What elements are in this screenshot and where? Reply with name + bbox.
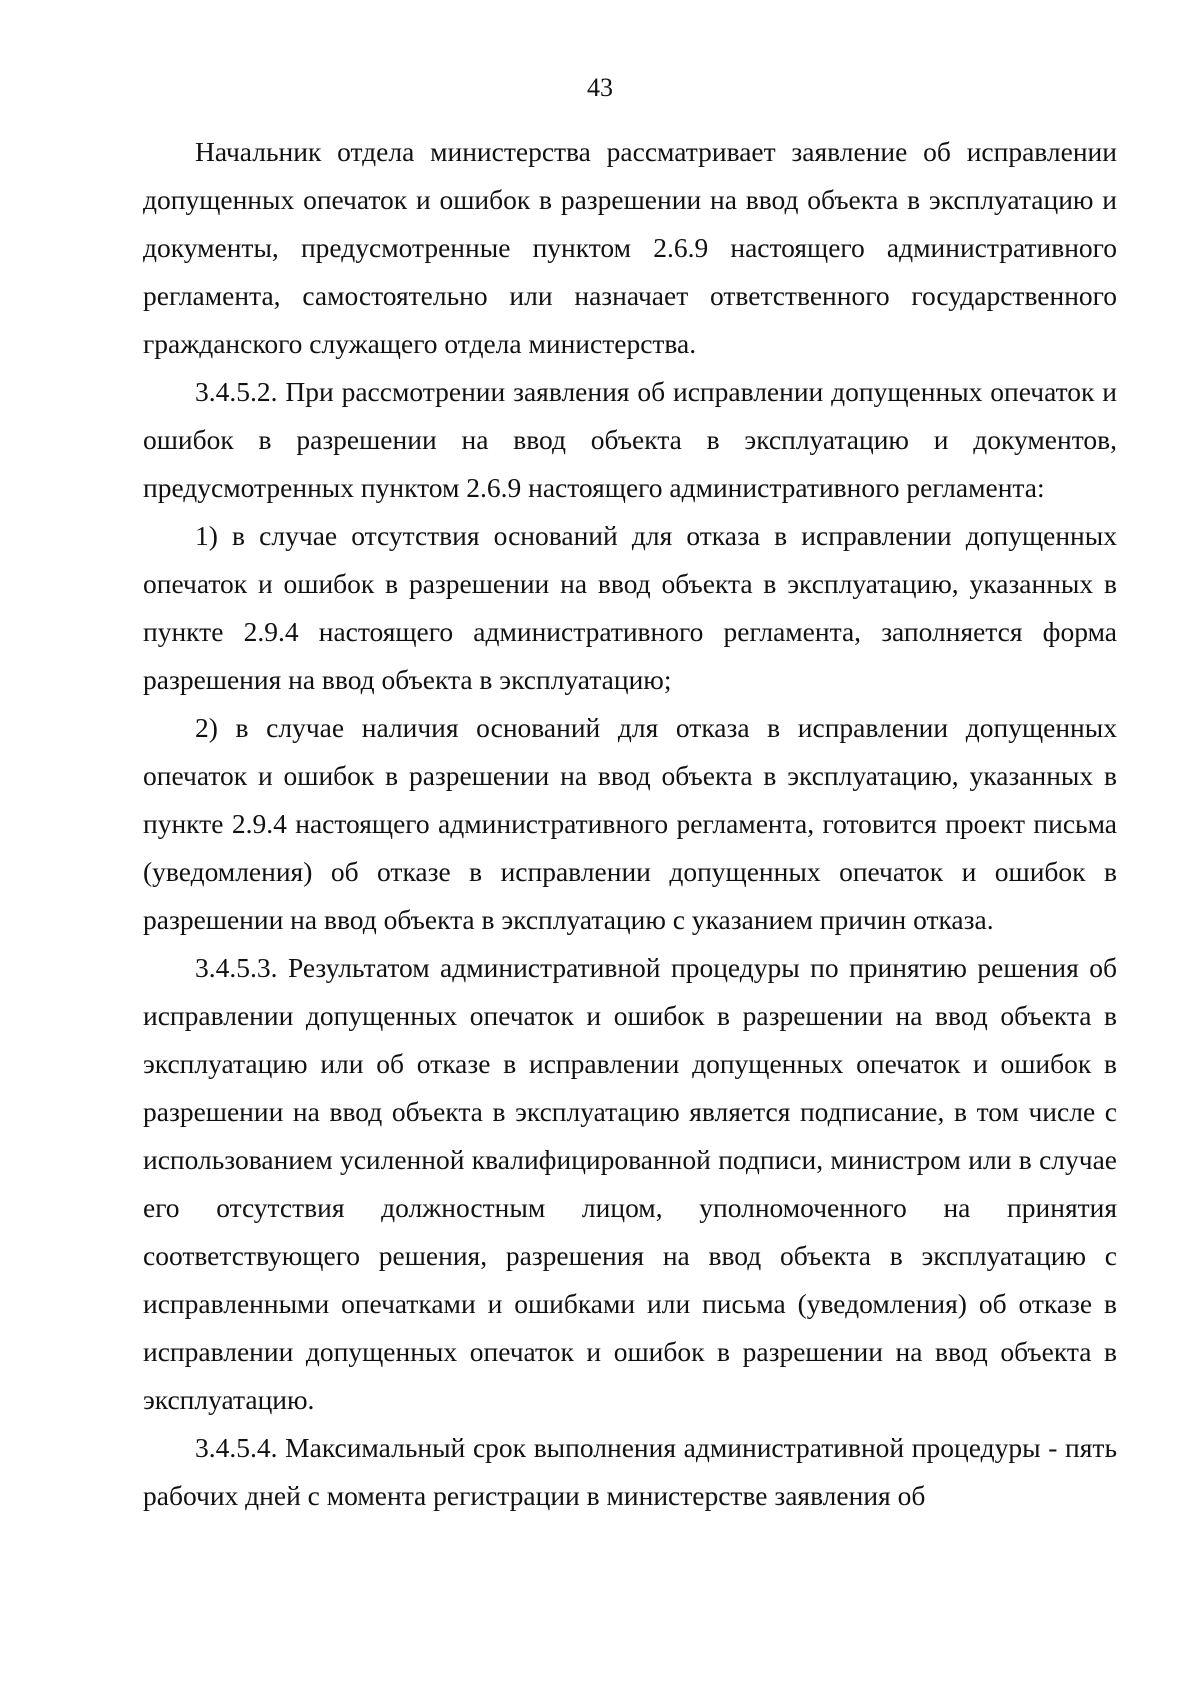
document-body — [143, 128, 1117, 1520]
paragraph-3-4-5-3: 3.4.5.3. Результатом административной процедуры по принятию решения об исправлении допущенных опечаток и ошибок в разрешении на ввод объекта в эксплуатацию или об отказе в исправлении допущенных опечаток и ошибок в разрешении на ввод объекта в эксплуатацию является подписание, в том числе с использованием усиленной квалифицированной подписи, министром или в случае его отсутствия должностным лицом, уполномоченного на принятия соответствующего решения, разрешения на ввод объекта в эксплуатацию с исправленными опечатками и ошибками или письма (уведомления) об отказе в исправлении допущенных опечаток и ошибок в разрешении на ввод объекта в эксплуатацию. — [143, 952, 1117, 1415]
paragraph-3-4-5-2: 3.4.5.2. При рассмотрении заявления об исправлении допущенных опечаток и ошибок в разрешении на ввод объекта в эксплуатацию и документов, предусмотренных пунктом 2.6.9 настоящего административного регламента: — [143, 376, 1117, 503]
page-number: 43 — [587, 73, 613, 102]
paragraph-3-4-5-4: 3.4.5.4. Максимальный срок выполнения административной процедуры - пять рабочих дней с момента регистрации в министерстве заявления об — [143, 1432, 1117, 1511]
paragraph-intro: Начальник отдела министерства рассматривает заявление об исправлении допущенных опечаток и ошибок в разрешении на ввод объекта в эксплуатацию и документы, предусмотренные пунктом 2.6.9 настоящего административного регламента, самостоятельно или назначает ответственного государственного гражданского служащего отдела министерства. — [143, 136, 1117, 359]
paragraph-list-item-1: 1) в случае отсутствия оснований для отказа в исправлении допущенных опечаток и ошибок в разрешении на ввод объекта в эксплуатацию, указанных в пункте 2.9.4 настоящего административного регламента, заполняется форма разрешения на ввод объекта в эксплуатацию; — [143, 520, 1117, 695]
paragraph-list-item-2: 2) в случае наличия оснований для отказа в исправлении допущенных опечаток и ошибок в разрешении на ввод объекта в эксплуатацию, указанных в пункте 2.9.4 настоящего административного регламента, готовится проект письма (уведомления) об отказе в исправлении допущенных опечаток и ошибок в разрешении на ввод объекта в эксплуатацию с указанием причин отказа. — [143, 712, 1117, 935]
